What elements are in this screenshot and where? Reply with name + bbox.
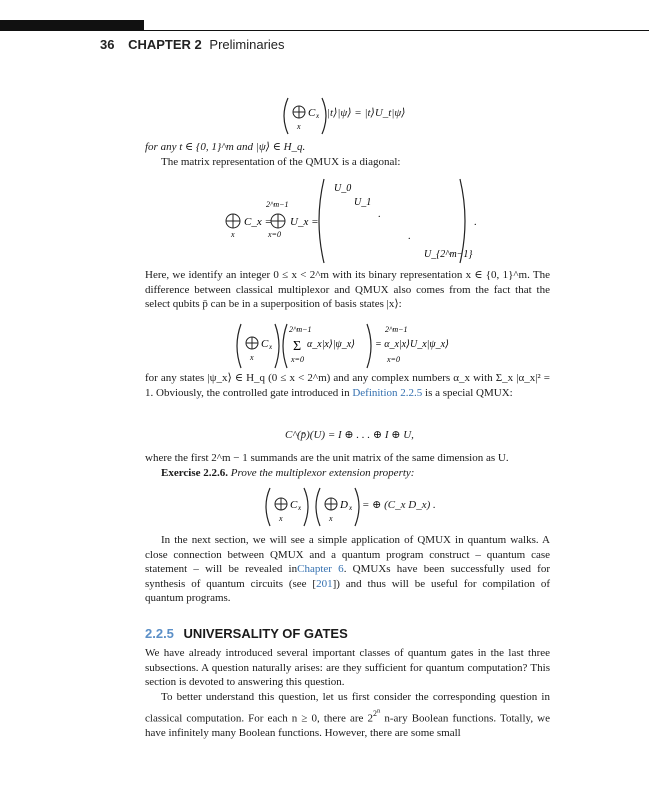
- line-for-any: for any t ∈ {0, 1}^m and |ψ⟩ ∈ H_q.: [145, 141, 306, 153]
- eq2-lhs: C_x =: [244, 216, 272, 228]
- svg-text:x: x: [329, 514, 333, 523]
- eq3-lower-right: x=0: [387, 355, 400, 364]
- para2-text-b: is a special QMUX:: [425, 386, 513, 399]
- diag-entry-0: U_0: [334, 183, 352, 194]
- svg-text:x: x: [269, 343, 273, 351]
- svg-text:x: x: [298, 504, 302, 512]
- para6-text-b: n-ary Boolean functions. Totally, we have infinitely many Boolean functions. However, there are some small: [145, 711, 550, 739]
- svg-text:.: .: [474, 217, 477, 228]
- exercise-text: Prove the multiplexor extension property:: [230, 467, 415, 479]
- eq2-lower-limit: x=0: [268, 230, 281, 239]
- section-title: UNIVERSALITY OF GATES: [183, 626, 348, 641]
- superposition-equation-figure: [235, 322, 475, 370]
- diag-dot-2: .: [408, 231, 411, 242]
- svg-text:D: D: [340, 499, 348, 511]
- chapter-6-link[interactable]: Chapter 6: [297, 563, 344, 576]
- svg-text:C: C: [261, 338, 269, 350]
- section-number: 2.2.5: [145, 626, 174, 641]
- equation-1-text: |t⟩|ψ⟩ = |t⟩U_t|ψ⟩: [327, 107, 406, 119]
- chapter-title: Preliminaries: [209, 37, 285, 52]
- para4-text-a: In the next section, we will see a simple application of QMUX in quantum walks. A close connection between QMUX and a quantum program construct – quantum case statement – will be revealed in: [145, 534, 550, 576]
- citation-201-link[interactable]: 201: [316, 577, 333, 590]
- svg-text:x: x: [231, 230, 235, 239]
- diagonal-matrix-figure: [222, 175, 562, 267]
- svg-text:x: x: [349, 504, 353, 512]
- eq3-upper-right: 2^m−1: [385, 325, 408, 334]
- svg-text:Σ: Σ: [293, 339, 302, 354]
- paragraph-binary-representation: Here, we identify an integer 0 ≤ x < 2^m with its binary representation x ∈ {0, 1}^m. The difference between classical multiplexor and QMUX also comes from the fact that the select qubits p̄ can be in a superposition of basis states |x⟩:: [145, 269, 550, 311]
- svg-text:x: x: [316, 112, 320, 120]
- eq2-upper-limit: 2^m−1: [266, 200, 289, 209]
- paragraph-states: [145, 371, 550, 400]
- eq2-mid: U_x =: [290, 216, 319, 228]
- eq3-lower-left: x=0: [291, 355, 304, 364]
- paragraph-next-section: [145, 533, 550, 606]
- diag-dot-1: .: [378, 209, 381, 220]
- page-number: 36: [100, 37, 115, 52]
- para4-text-c: ]) and thus will be useful for compilation of quantum programs.: [145, 577, 550, 605]
- para4-text-b: . QMUXs have been successfully used for synthesis of quantum circuits (see [: [145, 563, 551, 590]
- equation-5-rhs: = ⊕ (C_x D_x) .: [362, 499, 436, 511]
- header-rule: [144, 30, 649, 31]
- exercise-label: Exercise 2.2.6.: [161, 467, 229, 479]
- running-header: [100, 37, 285, 52]
- definition-link[interactable]: Definition 2.2.5: [352, 386, 423, 399]
- paragraph-universality: We have already introduced several important classes of quantum gates in the last three subsections. A question naturally arises: are they sufficient for quantum computation? This section is devoted to answering this question.: [145, 647, 550, 689]
- para6-text-a: To better understand this question, let us first consider the corresponding question in classical computation. For each n ≥ 0, there are 2: [145, 691, 550, 724]
- svg-text:C: C: [308, 107, 316, 119]
- header-bar: [0, 20, 144, 31]
- eq3-upper-left: 2^m−1: [289, 325, 312, 334]
- eq3-right: = α_x|x⟩U_x|ψ_x⟩: [375, 339, 449, 350]
- exercise: [145, 466, 550, 481]
- svg-text:x: x: [279, 514, 283, 523]
- paragraph-classical: To better understand this question, let us first consider the corresponding question in classical computation. For each n ≥ 0, there are $2^{2^n}$ n-ary Boolean functions. Totally, we have infinitely many Boolean functions. However, there are some small: [145, 691, 550, 739]
- section-heading: [145, 626, 348, 641]
- line-matrix-intro: The matrix representation of the QMUX is a diagonal:: [161, 156, 401, 168]
- diag-entry-last: U_{2^m−1}: [424, 249, 473, 260]
- svg-text:x: x: [297, 122, 301, 131]
- eq3-inner-left: α_x|x⟩|ψ_x⟩: [307, 339, 356, 350]
- equation-4: C^(p̄)(U) = I ⊕ . . . ⊕ I ⊕ U,: [285, 429, 414, 441]
- paragraph-summands: where the first 2^m − 1 summands are the unit matrix of the same dimension as U.: [145, 452, 509, 464]
- svg-text:x: x: [250, 353, 254, 362]
- chapter-label: CHAPTER 2: [128, 37, 202, 52]
- diag-entry-1: U_1: [354, 197, 372, 208]
- svg-text:C: C: [290, 499, 298, 511]
- para2-text-a: for any states |ψ_x⟩ ∈ H_q (0 ≤ x < 2^m) and any complex numbers α_x with Σ_x |α_x|² = 1. Obviously, the controlled gate introduced in: [145, 372, 550, 399]
